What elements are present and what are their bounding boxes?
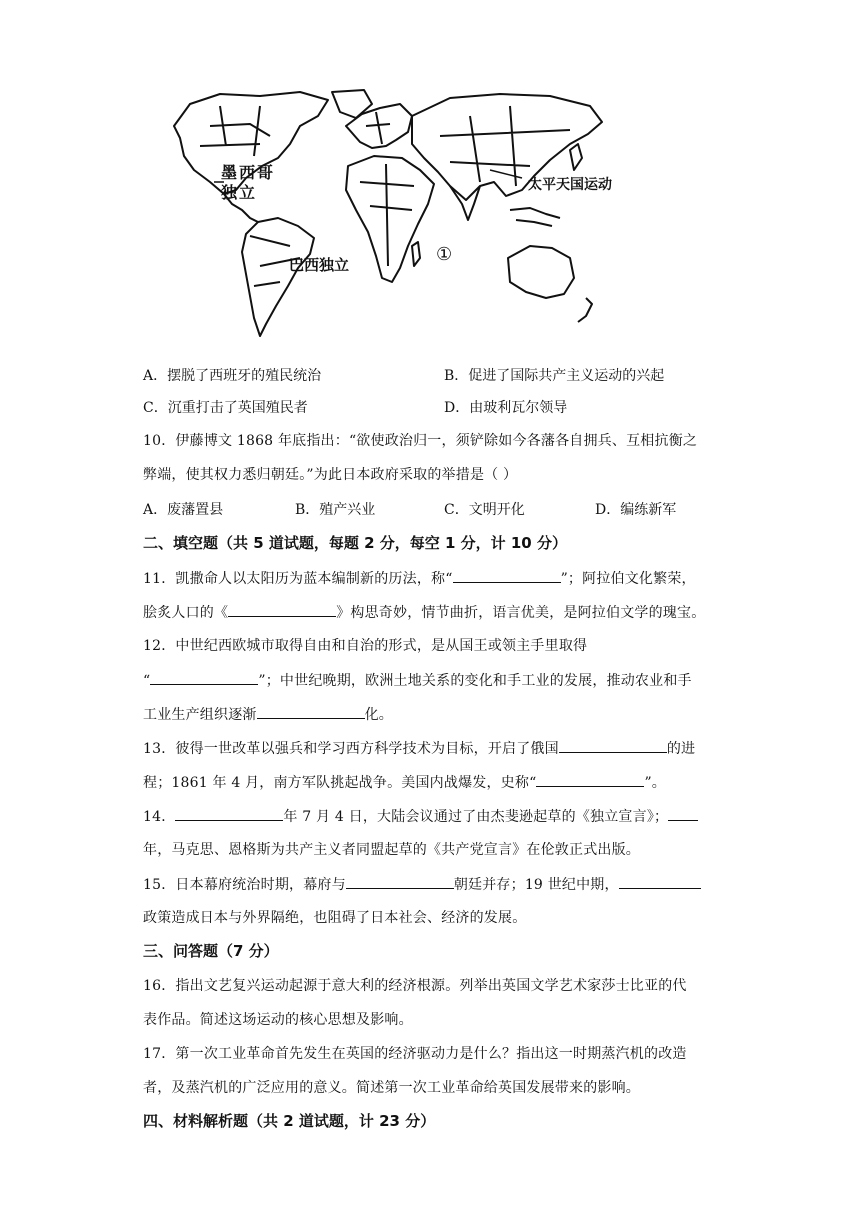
world-map — [150, 86, 620, 342]
q13-text-1: 13．彼得一世改革以强兵和学习西方科学技术为目标，开启了俄国 — [143, 741, 559, 757]
q15-text-1: 15．日本幕府统治时期，幕府与 — [143, 877, 346, 893]
q11-text-4: 》构思奇妙，情节曲折，语言优美，是阿拉伯文学的瑰宝。 — [336, 605, 706, 621]
q14-text-2: 年 7 月 4 日，大陆会议通过了由杰斐逊起草的《独立宣言》； — [283, 809, 669, 825]
map-label-mexico — [221, 163, 275, 203]
q14-line1 — [143, 806, 723, 827]
q12-line3 — [143, 704, 723, 725]
q12-text-4: 工业生产组织逐渐 — [143, 707, 257, 723]
q16-line2: 表作品。简述这场运动的核心思想及影响。 — [143, 1012, 413, 1028]
q13-line1 — [143, 738, 723, 759]
q13-text-4: ”。 — [644, 775, 667, 791]
map-label-brazil: 巴西独立 — [289, 256, 350, 274]
q14-text-1: 14． — [143, 809, 176, 825]
q14-blank-2 — [668, 806, 698, 821]
q12-blank-1 — [150, 670, 258, 685]
section2-title: 二、填空题（共 5 道试题，每题 2 分，每空 1 分，计 10 分） — [143, 534, 567, 552]
q10-line1: 10．伊藤博文 1868 年底指出：“欲使政治归一，须铲除如今各藩各自拥兵、互相抗衡之 — [143, 433, 698, 449]
q10-option-d: D．编练新军 — [595, 502, 677, 518]
q12-line2 — [143, 670, 723, 691]
q13-line2 — [143, 772, 723, 793]
q15-blank-2 — [619, 874, 701, 889]
q17-line2: 者，及蒸汽机的广泛应用的意义。简述第一次工业革命给英国发展带来的影响。 — [143, 1080, 640, 1096]
q11-blank-2 — [228, 602, 336, 617]
q10-option-a: A．废藩置县 — [143, 502, 224, 518]
q15-line2: 政策造成日本与外界隔绝，也阻碍了日本社会、经济的发展。 — [143, 910, 527, 926]
q10-option-b: B．殖产兴业 — [295, 502, 376, 518]
q13-blank-1 — [559, 738, 667, 753]
q14-blank-1 — [175, 806, 283, 821]
q16-line1: 16．指出文艺复兴运动起源于意大利的经济根源。列举出英国文学艺术家莎士比亚的代 — [143, 978, 687, 994]
q9-option-d: D．由玻利瓦尔领导 — [444, 400, 568, 416]
q12-text-3: ”；中世纪晚期，欧洲土地关系的变化和手工业的发展，推动农业和手 — [258, 673, 692, 689]
q11-line1 — [143, 568, 723, 589]
q10-line2: 弊端，使其权力悉归朝廷。”为此日本政府采取的举措是（ ） — [143, 467, 518, 483]
q15-blank-1 — [346, 874, 454, 889]
world-map-drawing — [150, 86, 620, 342]
q9-option-c: C．沉重打击了英国殖民者 — [143, 400, 308, 416]
map-label-mexico-line1: 墨西哥 — [221, 163, 276, 182]
q11-blank-1 — [453, 568, 561, 583]
q13-blank-2 — [536, 772, 644, 787]
q15-line1 — [143, 874, 723, 895]
q12-text-2: “ — [143, 673, 151, 689]
q13-text-3: 程；1861 年 4 月，南方军队挑起战争。美国内战爆发，史称“ — [143, 775, 537, 791]
q11-text-2: ”；阿拉伯文化繁荣， — [560, 571, 696, 587]
q13-text-2: 的进 — [666, 741, 696, 757]
q9-option-a: A．摆脱了西班牙的殖民统治 — [143, 368, 322, 384]
q12-blank-2 — [257, 704, 365, 719]
q12-text-5: 化。 — [364, 707, 394, 723]
map-marker-1: ① — [436, 244, 453, 265]
q15-text-2: 朝廷并存；19 世纪中期， — [453, 877, 619, 893]
section4-title: 四、材料解析题（共 2 道试题，计 23 分） — [143, 1112, 436, 1130]
q11-text-1: 11．凯撒命人以太阳历为蓝本编制新的历法，称“ — [143, 571, 453, 587]
section3-title: 三、问答题（7 分） — [143, 942, 279, 960]
q11-line2 — [143, 602, 723, 623]
q10-option-c: C．文明开化 — [444, 502, 525, 518]
map-label-mexico-line2: 独立 — [221, 183, 258, 202]
map-label-taiping: 太平天国运动 — [528, 177, 612, 193]
q9-option-b: B．促进了国际共产主义运动的兴起 — [444, 368, 665, 384]
q17-line1: 17．第一次工业革命首先发生在英国的经济驱动力是什么？指出这一时期蒸汽机的改造 — [143, 1046, 687, 1062]
q14-line2: 年，马克思、恩格斯为共产主义者同盟起草的《共产党宣言》在伦敦正式出版。 — [143, 842, 640, 858]
q11-text-3: 脍炙人口的《 — [143, 605, 229, 621]
q12-line1: 12．中世纪西欧城市取得自由和自治的形式，是从国王或领主手里取得 — [143, 638, 588, 654]
